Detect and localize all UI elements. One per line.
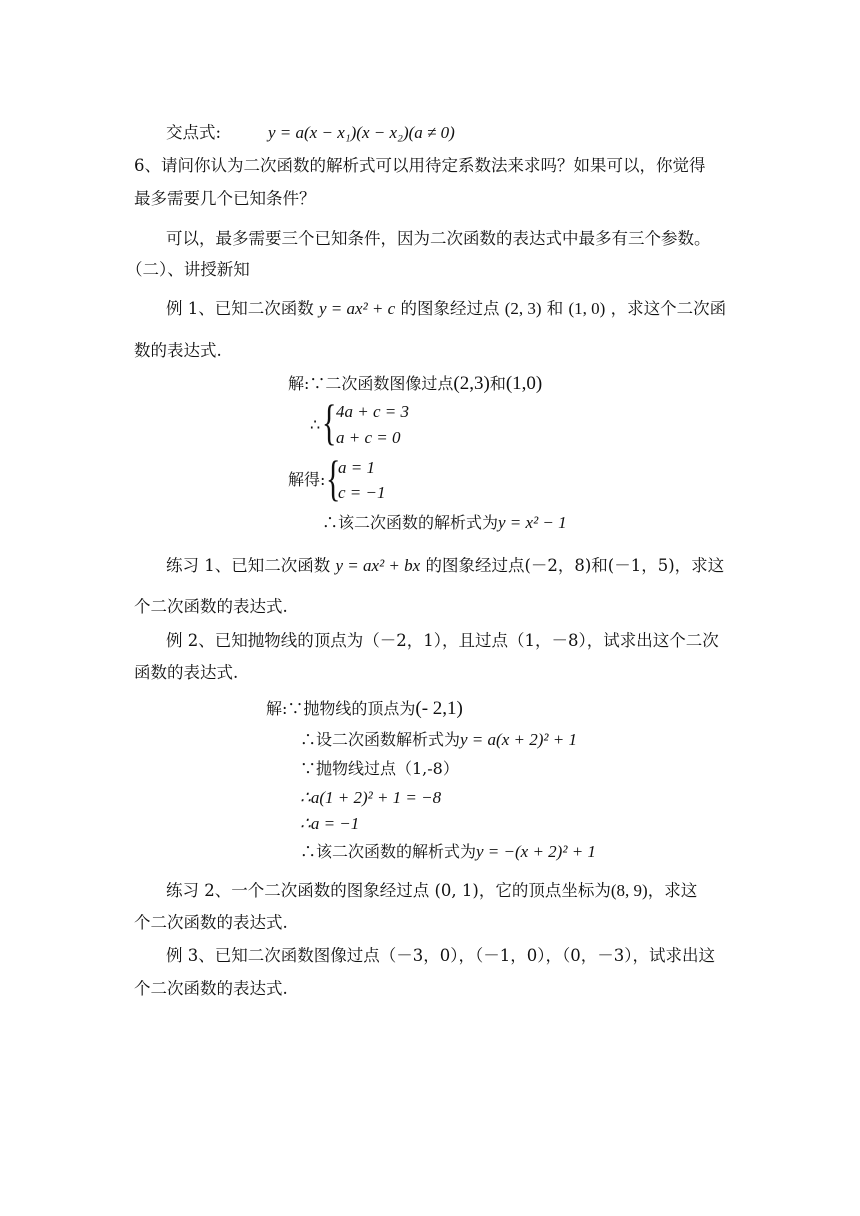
q6-line-1: 6、请问你认为二次函数的解析式可以用待定系数法来求吗？如果可以，你觉得 xyxy=(134,156,706,175)
q6-answer: 可以，最多需要三个已知条件，因为二次函数的表达式中最多有三个参数。 xyxy=(166,229,711,248)
practice1-suffix: 的图象经过点(－2，8)和(－1，5)，求这 xyxy=(425,556,725,575)
ex1-system-brace: { xyxy=(322,394,337,450)
example1-formula: y = ax² + c xyxy=(319,299,396,318)
practice1-line-1 xyxy=(166,555,724,577)
example3-line-1: 例 3、已知二次函数图像过点（－3，0），（－1，0），（0，－3），试求出这 xyxy=(166,946,715,965)
example1-suffix: ，求这个二次函 xyxy=(610,299,727,318)
ex1-sol-point-1: (2,3) xyxy=(453,373,490,394)
ex2-sol-l6-formula: y = −(x + 2)² + 1 xyxy=(476,842,596,861)
ex1-sol-prefix: 解:∵二次函数图像过点 xyxy=(288,374,454,393)
practice1-formula: y = ax² + bx xyxy=(335,556,421,575)
ex2-sol-line-2 xyxy=(300,729,577,751)
practice2-line-1 xyxy=(166,880,697,902)
practice1-line-2: 个二次函数的表达式. xyxy=(134,597,288,616)
practice1-prefix: 练习 1、已知二次函数 xyxy=(166,556,331,575)
example1-middle: 的图象经过点 xyxy=(400,299,500,318)
ex2-sol-line-1 xyxy=(266,698,463,720)
ex1-sol-eq-1: 4a + c = 3 xyxy=(336,402,409,421)
practice2-part-a: 练习 2、一个二次函数的图象经过点 (0, 1)，它的顶点坐标为 xyxy=(166,881,611,900)
example1-line-1 xyxy=(166,298,726,320)
example1-and: 和 xyxy=(546,299,564,318)
ex1-sol-point-2: (1,0) xyxy=(505,373,543,394)
ex1-sol-final xyxy=(322,512,567,534)
ex1-sol-result-2: c = −1 xyxy=(338,483,386,502)
example1-line-2: 数的表达式. xyxy=(134,341,222,360)
practice2-part-b: ，求这 xyxy=(647,881,698,900)
ex1-sol-final-prefix: ∴该二次函数的解析式为 xyxy=(322,513,499,532)
example1-point-2: (1, 0) xyxy=(568,299,606,318)
ex2-sol-line-5: ∴a = −1 xyxy=(300,814,360,833)
ex1-sol-and: 和 xyxy=(489,374,506,393)
example2-line-2: 函数的表达式. xyxy=(134,663,239,682)
example3-line-2: 个二次函数的表达式. xyxy=(134,979,288,998)
ex2-sol-line-3: ∵抛物线过点（1,-8） xyxy=(300,759,459,778)
ex1-sol-result-prefix: 解得: xyxy=(288,470,326,489)
ex2-sol-l2-prefix: ∴设二次函数解析式为 xyxy=(300,730,461,749)
example1-point-1: (2, 3) xyxy=(504,299,542,318)
intercept-form-formula: y = a(x − x₁)(x − x₂)(a ≠ 0) xyxy=(268,123,455,142)
ex2-sol-l2-formula: y = a(x + 2)² + 1 xyxy=(460,730,577,749)
ex1-sol-result-1: a = 1 xyxy=(338,458,375,477)
intercept-form-label: 交点式: xyxy=(166,123,222,142)
section-heading: （二）、讲授新知 xyxy=(126,260,250,279)
ex2-sol-l1-prefix: 解:∵抛物线的顶点为 xyxy=(266,699,416,718)
ex2-sol-l1-point: (- 2,1) xyxy=(415,698,463,719)
q6-line-2: 最多需要几个已知条件？ xyxy=(134,189,316,208)
ex1-sol-eq-2: a + c = 0 xyxy=(336,428,401,447)
ex2-sol-l6-prefix: ∴该二次函数的解析式为 xyxy=(300,842,477,861)
example1-prefix: 例 1、已知二次函数 xyxy=(166,299,314,318)
example2-line-1: 例 2、已知抛物线的顶点为（－2，1），且过点（1，－8），试求出这个二次 xyxy=(166,631,719,650)
example1-solution-line-1 xyxy=(288,373,542,395)
ex2-sol-line-4: ∴a(1 + 2)² + 1 = −8 xyxy=(300,788,442,807)
ex1-sol-final-formula: y = x² − 1 xyxy=(498,513,567,532)
ex2-sol-line-6 xyxy=(300,841,596,863)
ex1-sol-therefore: ∴ xyxy=(310,415,321,434)
practice2-vertex: (8, 9) xyxy=(610,881,648,900)
practice2-line-2: 个二次函数的表达式. xyxy=(134,913,288,932)
ex1-result-brace: { xyxy=(326,450,341,506)
intercept-form-line xyxy=(166,122,455,144)
